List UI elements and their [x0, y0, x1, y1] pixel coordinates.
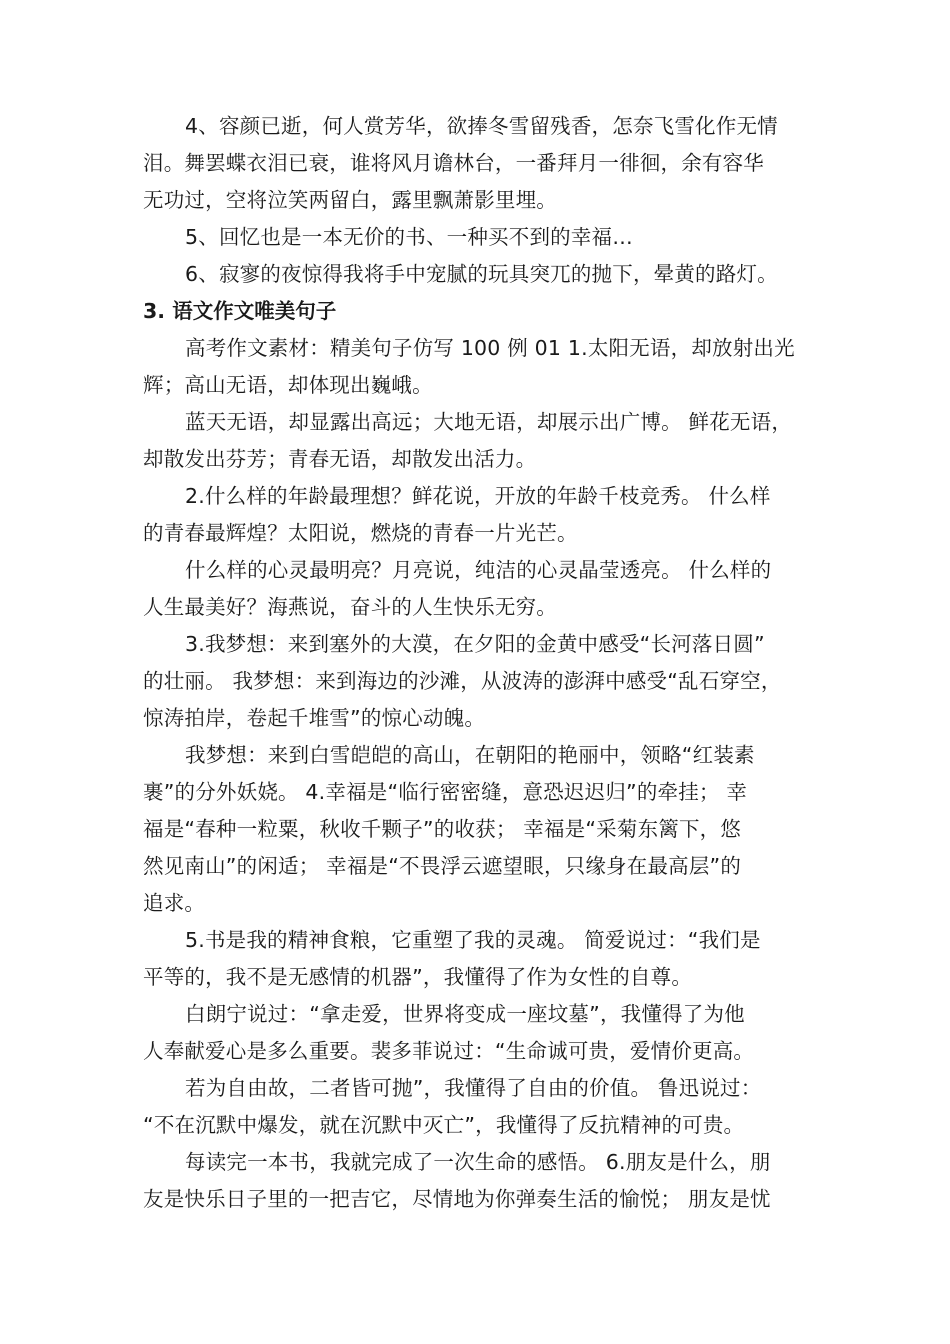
section-heading: 3. 语文作文唯美句子: [143, 299, 337, 323]
paragraph: [143, 626, 828, 737]
text-line: 每读完一本书，我就完成了一次生命的感悟。 6.朋友是什么，朋: [185, 1150, 771, 1174]
text-line: 若为自由故，二者皆可抛”，我懂得了自由的价值。 鲁迅说过：: [185, 1076, 762, 1100]
text-line: 我梦想：来到白雪皑皑的高山，在朝阳的艳丽中，领略“红装素: [185, 743, 755, 767]
text-line: 蓝天无语，却显露出高远；大地无语，却展示出广博。 鲜花无语，: [185, 410, 793, 434]
text-line: 人奉献爱心是多么重要。裴多菲说过：“生命诚可贵，爱情价更高。: [143, 1039, 755, 1063]
text-line: 友是快乐日子里的一把吉它，尽情地为你弹奏生活的愉悦； 朋友是忧: [143, 1187, 771, 1211]
text-line: 5、回忆也是一本无价的书、一种买不到的幸福…: [185, 225, 633, 249]
paragraph: [143, 737, 828, 922]
text-line: 的壮丽。 我梦想：来到海边的沙滩，从波涛的澎湃中感受“乱石穿空，: [143, 669, 782, 693]
text-line: 什么样的心灵最明亮？月亮说，纯洁的心灵晶莹透亮。 什么样的: [185, 558, 772, 582]
text-line: 却散发出芬芳；青春无语，却散发出活力。: [143, 447, 537, 471]
text-line: “不在沉默中爆发，就在沉默中灭亡”，我懂得了反抗精神的可贵。: [143, 1113, 745, 1137]
paragraph: [143, 330, 828, 404]
paragraph: [143, 922, 828, 996]
text-line: 然见南山”的闲适； 幸福是“不畏浮云遮望眼，只缘身在最高层”的: [143, 854, 742, 878]
text-line: 3.我梦想：来到塞外的大漠，在夕阳的金黄中感受“长河落日圆”: [185, 632, 765, 656]
paragraph-item-6: [143, 256, 828, 293]
document-body: [143, 108, 828, 1218]
paragraph-item-4: [143, 108, 828, 219]
text-line: 福是“春种一粒粟，秋收千颗子”的收获； 幸福是“采菊东篱下，悠: [143, 817, 742, 841]
text-line: 平等的，我不是无感情的机器”，我懂得了作为女性的自尊。: [143, 965, 693, 989]
text-line: 6、寂寥的夜惊得我将手中宠腻的玩具突兀的抛下，晕黄的路灯。: [185, 262, 778, 286]
text-line: 惊涛拍岸，卷起千堆雪”的惊心动魄。: [143, 706, 486, 730]
text-line: 辉；高山无语，却体现出巍峨。: [143, 373, 433, 397]
text-line: 泪。舞罢蝶衣泪已衰，谁将风月谵林台，一番拜月一徘徊，余有容华: [143, 151, 764, 175]
text-line: 白朗宁说过：“拿走爱，世界将变成一座坟墓”，我懂得了为他: [185, 1002, 745, 1026]
paragraph-item-5: [143, 219, 828, 256]
paragraph: [143, 1070, 828, 1144]
paragraph: [143, 1144, 828, 1218]
paragraph: [143, 996, 828, 1070]
paragraph: [143, 478, 828, 552]
text-line: 人生最美好？海燕说，奋斗的人生快乐无穷。: [143, 595, 557, 619]
text-line: 裹”的分外妖娆。 4.幸福是“临行密密缝，意恐迟迟归”的牵挂； 幸: [143, 780, 748, 804]
text-line: 无功过，空将泣笑两留白，露里飘萧影里埋。: [143, 188, 557, 212]
text-line: 5.书是我的精神食粮，它重塑了我的灵魂。 简爱说过：“我们是: [185, 928, 761, 952]
text-line: 4、容颜已逝，何人赏芳华，欲捧冬雪留残香，怎奈飞雪化作无情: [185, 114, 778, 138]
text-line: 高考作文素材：精美句子仿写 100 例 01 1.太阳无语，却放射出光: [185, 336, 795, 360]
text-line: 的青春最辉煌？太阳说，燃烧的青春一片光芒。: [143, 521, 578, 545]
paragraph: [143, 404, 828, 478]
paragraph: [143, 552, 828, 626]
text-line: 追求。: [143, 891, 206, 915]
text-line: 2.什么样的年龄最理想？鲜花说，开放的年龄千枝竞秀。 什么样: [185, 484, 771, 508]
